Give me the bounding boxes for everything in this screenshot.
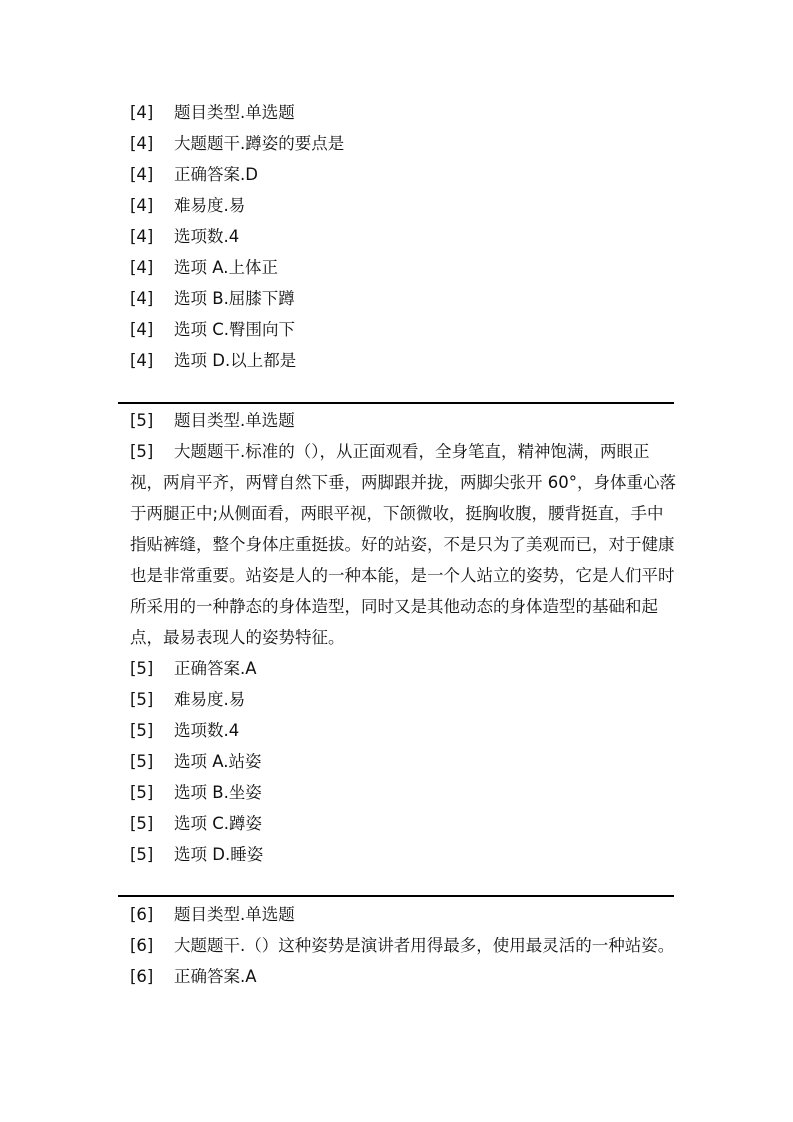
q5-stem: 大题题干.标准的（），从正面观看，全身笔直，精神饱满，两眼正视，两肩平齐，两臂自然下垂，两脚跟并拢，两脚尖张开 60°，身体重心落于两腿正中;从侧面看，两眼平视，下颌微收，挺胸收腹，腰背挺直，手中指贴裤缝，整个身体庄重挺拔。好的站姿，不是只为了美观而已，对于健康也是非常重要。站姿是人的一种本能，是一个人站立的姿势，它是人们平时所采用的一种静态的身体造型，同时又是其他动态的身体造型的基础和起点，最易表现人的姿势特征。 [130,442,676,647]
q5-option-a: 选项 A.站姿 [174,752,262,771]
q4-line [118,345,678,376]
question-6-block [118,899,678,992]
q4-option-b: 选项 B.屈膝下蹲 [174,289,295,308]
q5-option-d: 选项 D.睡姿 [174,845,264,864]
q5-option-count: 选项数.4 [174,721,240,740]
q5-line [118,746,678,777]
q5-tag: [5] [130,752,154,771]
q4-tag: [4] [130,165,154,184]
q6-tag: [6] [130,967,154,986]
q4-tag: [4] [130,196,154,215]
q4-answer: 正确答案.D [174,165,258,184]
question-5-block [118,405,678,870]
q4-tag: [4] [130,320,154,339]
q6-tag: [6] [130,905,154,924]
q4-line [118,190,678,221]
q4-tag: [4] [130,134,154,153]
q4-line [118,128,678,159]
q5-answer: 正确答案.A [174,659,257,678]
q4-line [118,314,678,345]
q6-tag: [6] [130,936,154,955]
q6-stem-paragraph [118,930,678,961]
q5-option-b: 选项 B.坐姿 [174,783,262,802]
q4-tag: [4] [130,258,154,277]
q4-type: 题目类型.单选题 [174,103,295,122]
q4-tag: [4] [130,103,154,122]
q5-line [118,684,678,715]
q5-stem-paragraph [118,436,678,653]
q6-line [118,961,678,992]
q4-option-c: 选项 C.臀围向下 [174,320,296,339]
q4-option-d: 选项 D.以上都是 [174,351,297,370]
q4-stem: 大题题干.蹲姿的要点是 [174,134,345,153]
q4-line [118,97,678,128]
q5-tag: [5] [130,814,154,833]
q6-type: 题目类型.单选题 [174,905,295,924]
q4-option-count: 选项数.4 [174,227,240,246]
q5-difficulty: 难易度.易 [174,690,246,709]
q4-tag: [4] [130,227,154,246]
q5-line [118,405,678,436]
q4-line [118,283,678,314]
q4-tag: [4] [130,351,154,370]
section-divider [118,402,674,404]
q5-tag: [5] [130,783,154,802]
q5-type: 题目类型.单选题 [174,411,295,430]
q6-line [118,899,678,930]
q4-line [118,252,678,283]
q5-line [118,653,678,684]
q5-tag: [5] [130,721,154,740]
q5-option-c: 选项 C.蹲姿 [174,814,263,833]
question-4-block [118,97,678,376]
q5-line [118,839,678,870]
q5-line [118,715,678,746]
q5-line [118,808,678,839]
q6-stem: 大题题干.（）这种姿势是演讲者用得最多，使用最灵活的一种站姿。 [174,936,675,955]
q5-tag: [5] [130,845,154,864]
q4-line [118,221,678,252]
q4-option-a: 选项 A.上体正 [174,258,278,277]
q5-tag: [5] [130,442,154,461]
q4-line [118,159,678,190]
section-divider [118,895,674,897]
q5-tag: [5] [130,690,154,709]
q6-answer: 正确答案.A [174,967,257,986]
q5-tag: [5] [130,411,154,430]
q4-tag: [4] [130,289,154,308]
q4-difficulty: 难易度.易 [174,196,246,215]
q5-line [118,777,678,808]
q5-tag: [5] [130,659,154,678]
